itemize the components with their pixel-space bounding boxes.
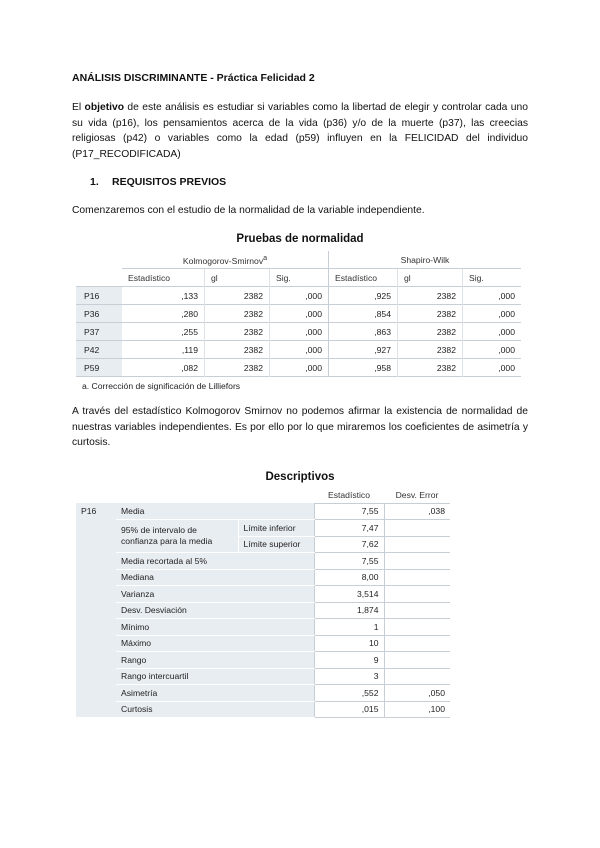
table-cell: 7,55 — [314, 503, 384, 520]
table-cell: ,927 — [329, 341, 398, 359]
table-cell: 2382 — [205, 359, 270, 377]
table-cell: 7,62 — [314, 536, 384, 553]
table-cell: 2382 — [205, 341, 270, 359]
table-cell: 2382 — [398, 323, 463, 341]
table-cell: 1 — [314, 619, 384, 636]
row-label: Rango intercuartil — [116, 668, 314, 685]
intro-rest: de este análisis es estudiar si variables como la libertad de elegir y controlar cada uno su vida (p16), los pensamientos acerca de la vida (p36) y/o de la muerte (p37), las creecias religiosas (p42) o variables como la edad (p59) influyen en la FELICIDAD del individuo (P17_RECODIFICADA) — [72, 102, 528, 160]
row-sublabel: Límite inferior — [238, 520, 314, 537]
row-label: P37 — [76, 323, 122, 341]
table-cell: 2382 — [205, 305, 270, 323]
table-cell: 2382 — [205, 287, 270, 305]
table-row — [76, 586, 450, 603]
table-cell: 2382 — [398, 287, 463, 305]
table-row — [76, 503, 450, 520]
table-cell: ,050 — [384, 685, 450, 702]
table-row — [76, 520, 450, 537]
paragraph-ks-result: A través del estadístico Kolmogorov Smirnov no podemos afirmar la existencia de normalidad de nuestras variables independientes. Es por ello por lo que miraremos los coeficientes de asimetría y curtosis. — [72, 406, 528, 448]
table-row — [76, 602, 450, 619]
row-label: Rango — [116, 652, 314, 669]
group-header-sw: Shapiro-Wilk — [329, 251, 522, 269]
table-row — [76, 359, 521, 377]
table-cell: ,854 — [329, 305, 398, 323]
table-cell: ,958 — [329, 359, 398, 377]
variable-label: P16 — [76, 503, 116, 718]
table-cell: ,280 — [122, 305, 205, 323]
section-heading — [90, 176, 226, 188]
row-label: Asimetría — [116, 685, 314, 702]
table-cell: 3,514 — [314, 586, 384, 603]
table-cell: ,133 — [122, 287, 205, 305]
table-cell: ,552 — [314, 685, 384, 702]
table-cell: ,000 — [463, 341, 522, 359]
col-header: Sig. — [270, 269, 329, 287]
col-header: gl — [205, 269, 270, 287]
descriptives-table-title: Descriptivos — [265, 471, 335, 483]
row-label: Media recortada al 5% — [116, 553, 314, 570]
table-row — [76, 323, 521, 341]
table-cell — [384, 619, 450, 636]
table-cell: 2382 — [398, 305, 463, 323]
table-cell: ,100 — [384, 701, 450, 718]
row-label: 95% de intervalo de confianza para la media — [116, 520, 238, 553]
table-cell: 10 — [314, 635, 384, 652]
table-row — [76, 287, 521, 305]
table-row — [76, 685, 450, 702]
intro-paragraph — [72, 100, 528, 162]
row-label: Mínimo — [116, 619, 314, 636]
table-cell — [384, 668, 450, 685]
table-cell — [384, 536, 450, 553]
normality-table — [76, 251, 521, 394]
table-cell: 7,55 — [314, 553, 384, 570]
row-label: Curtosis — [116, 701, 314, 718]
row-sublabel: Límite superior — [238, 536, 314, 553]
table-row — [76, 553, 450, 570]
row-label: P16 — [76, 287, 122, 305]
table-cell: 9 — [314, 652, 384, 669]
group-header-ks: Kolmogorov-Smirnov$^a$ — [122, 251, 329, 269]
descriptives-table — [76, 487, 450, 718]
table-cell: 7,47 — [314, 520, 384, 537]
table-cell — [384, 586, 450, 603]
row-label: Media — [116, 503, 314, 520]
table-cell — [384, 602, 450, 619]
normality-table-title: Pruebas de normalidad — [236, 233, 364, 245]
table-cell — [384, 520, 450, 537]
table-cell: ,000 — [270, 341, 329, 359]
table-cell: ,255 — [122, 323, 205, 341]
table-row — [76, 652, 450, 669]
row-label: Desv. Desviación — [116, 602, 314, 619]
table-cell — [384, 553, 450, 570]
table-cell — [384, 569, 450, 586]
table-cell: ,000 — [463, 359, 522, 377]
table-cell: ,038 — [384, 503, 450, 520]
col-header-statistic: Estadístico — [314, 487, 384, 503]
table-cell: ,000 — [463, 305, 522, 323]
table-cell: 3 — [314, 668, 384, 685]
row-label: Varianza — [116, 586, 314, 603]
table-cell: 1,874 — [314, 602, 384, 619]
col-header: Estadístico — [122, 269, 205, 287]
row-label: Mediana — [116, 569, 314, 586]
row-label: Máximo — [116, 635, 314, 652]
table-cell: ,863 — [329, 323, 398, 341]
table-cell: 2382 — [398, 359, 463, 377]
col-header: Sig. — [463, 269, 522, 287]
section-number: 1. — [90, 176, 99, 188]
table-cell: ,015 — [314, 701, 384, 718]
table-cell: ,000 — [270, 287, 329, 305]
table-cell: ,925 — [329, 287, 398, 305]
table-cell: ,000 — [270, 359, 329, 377]
table-cell: 2382 — [205, 323, 270, 341]
table-footnote: a. Corrección de significación de Lilliefors — [76, 377, 521, 395]
table-row — [76, 569, 450, 586]
document-title: ANÁLISIS DISCRIMINANTE - Práctica Felicidad 2 — [72, 72, 315, 84]
table-cell — [384, 652, 450, 669]
table-cell: 2382 — [398, 341, 463, 359]
row-label: P59 — [76, 359, 122, 377]
col-header: Estadístico — [329, 269, 398, 287]
table-row — [76, 305, 521, 323]
table-cell: ,000 — [270, 305, 329, 323]
row-label: P42 — [76, 341, 122, 359]
table-cell — [384, 635, 450, 652]
table-row — [76, 341, 521, 359]
section-title: REQUISITOS PREVIOS — [112, 176, 227, 188]
intro-prefix: El — [72, 102, 85, 113]
table-cell: ,000 — [270, 323, 329, 341]
table-cell: ,119 — [122, 341, 205, 359]
table-row — [76, 668, 450, 685]
table-cell: 8,00 — [314, 569, 384, 586]
footnote-marker: a — [263, 253, 268, 262]
table-cell: ,000 — [463, 323, 522, 341]
intro-bold-word: objetivo — [84, 102, 125, 113]
table-row — [76, 701, 450, 718]
row-label: P36 — [76, 305, 122, 323]
table-row — [76, 635, 450, 652]
col-header: gl — [398, 269, 463, 287]
table-row — [76, 619, 450, 636]
table-cell: ,000 — [463, 287, 522, 305]
paragraph-normality-intro: Comenzaremos con el estudio de la normalidad de la variable independiente. — [72, 205, 425, 216]
table-cell: ,082 — [122, 359, 205, 377]
col-header-std-error: Desv. Error — [384, 487, 450, 503]
